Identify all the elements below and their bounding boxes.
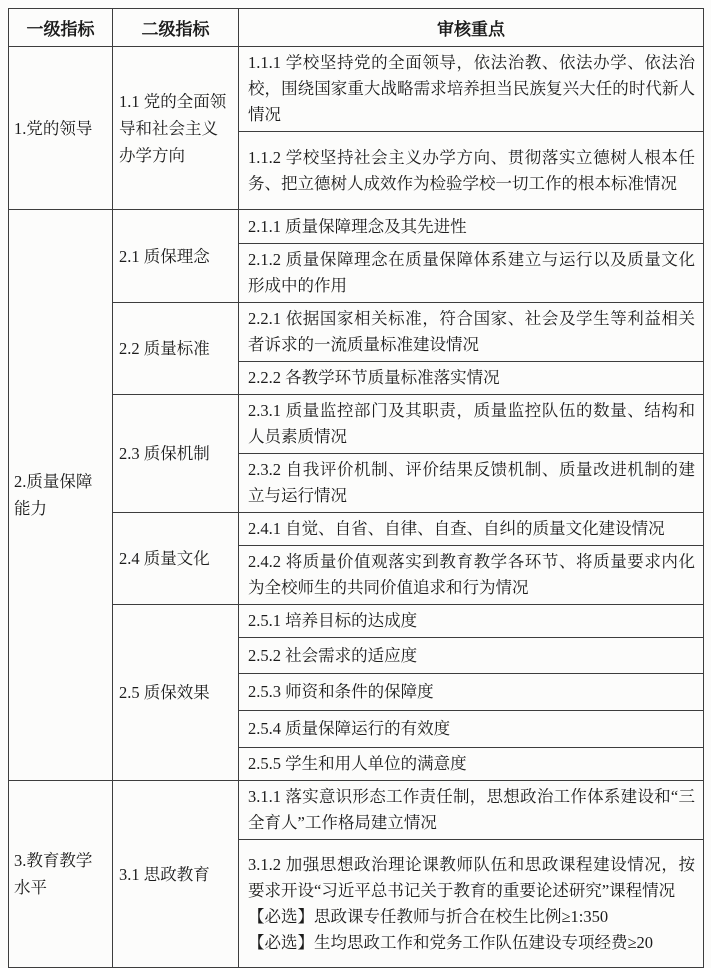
review-point-cell-2-5-3 — [239, 674, 704, 711]
review-point-cell-2-4-1 — [239, 513, 704, 546]
review-point-cell-2-5-5 — [239, 748, 704, 781]
review-point-cell-3-1-2 — [239, 840, 704, 968]
review-point-cell-1-1-1 — [239, 47, 704, 132]
review-point-cell-2-5-4 — [239, 711, 704, 748]
review-point-cell-2-4-2 — [239, 546, 704, 605]
review-point-text: 2.2.1 依据国家相关标准，符合国家、社会及学生等利益相关者诉求的一流质量标准建设情况 — [248, 309, 695, 354]
review-point-text: 2.5.5 学生和用人单位的满意度 — [248, 754, 467, 773]
header-review-focus: 审核重点 — [239, 9, 704, 47]
review-point-text: 2.1.1 质量保障理念及其先进性 — [248, 216, 467, 236]
review-point-text: 3.1.2 加强思想政治理论课教师队伍和思政课程建设情况，按要求开设“习近平总书记关于教育的重要论述研究”课程情况 — [248, 854, 695, 900]
level2-cell-2-3: 2.3 质保机制 — [113, 395, 239, 513]
review-point-text: 2.5.4 质量保障运行的有效度 — [248, 719, 451, 738]
level2-cell-2-4: 2.4 质量文化 — [113, 513, 239, 605]
review-point-cell-2-3-1 — [239, 395, 704, 454]
level2-cell-2-2: 2.2 质量标准 — [113, 303, 239, 395]
header-level1-indicator: 一级指标 — [9, 9, 113, 47]
indicator-table — [8, 8, 704, 968]
review-point-text: 1.1.1 学校坚持党的全面领导，依法治教、依法办学、依法治校，围绕国家重大战略需求培养担当民族复兴大任的时代新人情况 — [248, 53, 695, 124]
review-point-text: 2.4.1 自觉、自省、自律、自查、自纠的质量文化建设情况 — [248, 519, 665, 538]
review-point-cell-2-2-2 — [239, 362, 704, 395]
review-point-cell-2-2-1 — [239, 303, 704, 362]
review-point-cell-2-1-2 — [239, 244, 704, 303]
review-point-text: 2.5.3 师资和条件的保障度 — [248, 682, 434, 701]
review-point-cell-2-5-1 — [239, 605, 704, 638]
review-point-text: 2.3.1 质量监控部门及其职责，质量监控队伍的数量、结构和人员素质情况 — [248, 401, 695, 446]
review-point-text: 2.2.2 各教学环节质量标准落实情况 — [248, 368, 500, 387]
review-point-text: 2.3.2 自我评价机制、评价结果反馈机制、质量改进机制的建立与运行情况 — [248, 460, 695, 505]
review-point-text: 2.5.2 社会需求的适应度 — [248, 645, 418, 665]
review-point-cell-2-5-2 — [239, 638, 704, 674]
review-point-cell-3-1-1 — [239, 781, 704, 840]
level2-cell-2-5: 2.5 质保效果 — [113, 605, 239, 781]
level1-cell-education-teaching: 3.教育教学水平 — [9, 781, 113, 968]
review-point-cell-2-3-2 — [239, 454, 704, 513]
review-point-cell-1-1-2 — [239, 132, 704, 210]
level1-cell-quality-assurance: 2.质量保障能力 — [9, 210, 113, 781]
review-point-text: 2.1.2 质量保障理念在质量保障体系建立与运行以及质量文化形成中的作用 — [248, 250, 695, 295]
level2-cell-3-1: 3.1 思政教育 — [113, 781, 239, 968]
required-note: 【必选】生均思政工作和党务工作队伍建设专项经费≥20 — [248, 932, 654, 952]
review-point-cell-2-1-1 — [239, 210, 704, 244]
level1-cell-party-leadership: 1.党的领导 — [9, 47, 113, 210]
level2-cell-1-1: 1.1 党的全面领导和社会主义办学方向 — [113, 47, 239, 210]
required-note: 【必选】思政课专任教师与折合在校生比例≥1:350 — [248, 906, 609, 926]
header-level2-indicator: 二级指标 — [113, 9, 239, 47]
review-point-text: 1.1.2 学校坚持社会主义办学方向、贯彻落实立德树人根本任务、把立德树人成效作为检验学校一切工作的根本标准情况 — [248, 147, 695, 193]
review-point-text: 2.4.2 将质量价值观落实到教育教学各环节、将质量要求内化为全校师生的共同价值追求和行为情况 — [248, 552, 695, 597]
level2-cell-2-1: 2.1 质保理念 — [113, 210, 239, 303]
review-point-text: 2.5.1 培养目标的达成度 — [248, 611, 418, 630]
review-point-text: 3.1.1 落实意识形态工作责任制，思想政治工作体系建设和“三全育人”工作格局建立情况 — [248, 787, 695, 832]
